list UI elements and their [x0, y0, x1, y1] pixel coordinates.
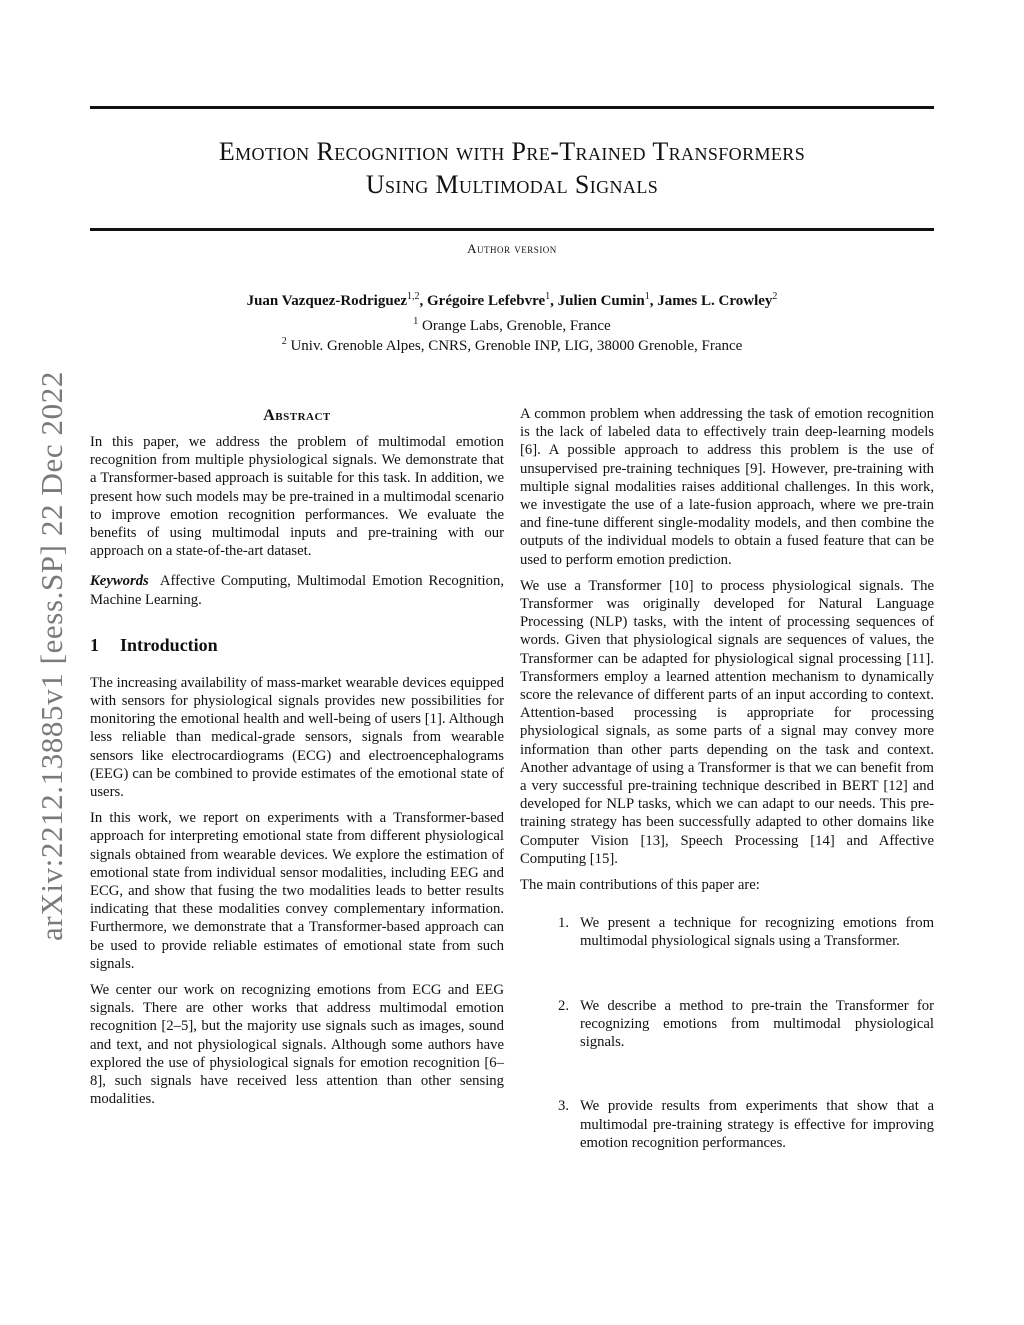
intro-paragraph: The increasing availability of mass-market wearable devices equipped with sensors for physiological signals provides new possibilities for monitoring the emotional health and well-being of users [1]. Although less reliable than medical-grade sensors, signals from wearable sensors like electrocardiograms (ECG) and electroencephalograms (EEG) can be combined to provide estimates of the emotional state of users.	[90, 674, 504, 801]
author-affil-mark: 1,2	[407, 291, 420, 302]
author-version-label: Author version	[467, 241, 557, 256]
intro-paragraph: We use a Transformer [10] to process physiological signals. The Transformer was originally developed for Natural Language Processing (NLP) tasks, with the intent of processing sequences of words. Given that physiological signals are sequences of values, the Transformer can be adapted for physiological signal processing [11]. Transformers employ a learned attention mechanism to dynamically score the relevance of different parts of an input according to context. Attention-based processing is appropriate for processing physiological signals, as some parts of a signal may convey more information than other parts depending on the task and context. Another advantage of using a Transformer is that we can benefit from a very successful pre-training technique described in BERT [12] and developed for NLP tasks, which we can adapt to our needs. This pre-training strategy has been successfully adapted to other domains like Computer Vision [13], Speech Processing [14] and Affective Computing [15].	[520, 577, 934, 867]
section-heading-introduction	[90, 635, 504, 656]
author-name: Juan Vazquez-Rodriguez	[246, 293, 408, 309]
affiliation-text: Orange Labs, Grenoble, France	[422, 318, 611, 334]
contributions-list	[520, 914, 934, 1152]
author-list	[90, 291, 934, 310]
contributions-lead: The main contributions of this paper are:	[520, 877, 760, 894]
list-item-number: 1.	[558, 915, 570, 932]
author-separator: ,	[550, 293, 558, 309]
author-separator: ,	[419, 293, 428, 309]
list-item-number: 3.	[558, 1098, 570, 1115]
intro-paragraph: We center our work on recognizing emotions from ECG and EEG signals. There are other works that address multimodal emotion recognition [2–5], but the majority use signals such as images, sound and text, and not physiological signals. Although some authors have explored the use of physiological signals for emotion recognition [6–8], such signals have received less attention than other sensing modalities.	[90, 982, 504, 1108]
abstract-heading: Abstract	[263, 407, 331, 424]
affiliation-2	[90, 336, 934, 355]
paper-title	[90, 135, 934, 201]
title-line-1: Emotion Recognition with Pre-Trained Transformers	[218, 137, 806, 166]
author-name: Grégoire Lefebvre	[427, 293, 546, 309]
list-item-text: We describe a method to pre-train the Transformer for recognizing emotions from multimodal physiological signals.	[580, 997, 934, 1051]
author-affil-mark: 2	[772, 291, 778, 302]
left-column	[90, 405, 504, 1117]
bottom-rule	[90, 228, 934, 231]
keywords-text: Affective Computing, Multimodal Emotion Recognition, Machine Learning.	[90, 573, 504, 608]
affiliation-text: Univ. Grenoble Alpes, CNRS, Grenoble INP, LIG, 38000 Grenoble, France	[290, 338, 743, 354]
list-item	[558, 997, 934, 1052]
list-item	[558, 1097, 934, 1152]
abstract-text: In this paper, we address the problem of multimodal emotion recognition from multiple physiological signals. We demonstrate that a Transformer-based approach is suitable for this task. In addition, we present how such models may be pre-trained in a multimodal scenario to improve emotion recognition performances. We evaluate the benefits of using multimodal inputs and pre-training with our approach on a state-of-the-art dataset.	[90, 434, 504, 560]
author-separator: ,	[649, 293, 658, 309]
title-line-2: Using Multimodal Signals	[365, 170, 659, 199]
author-name: Julien Cumin	[557, 293, 645, 309]
list-item-text: We provide results from experiments that show that a multimodal pre-training strategy is effective for improving emotion recognition performances.	[580, 1098, 934, 1151]
section-number: 1	[90, 634, 99, 655]
list-item-text: We present a technique for recognizing emotions from multimodal physiological signals using a Transformer.	[580, 915, 934, 950]
affiliation-1	[90, 316, 934, 335]
section-title: Introduction	[120, 634, 218, 655]
list-item	[558, 914, 934, 950]
top-rule	[90, 106, 934, 109]
author-affil-mark: 1	[545, 291, 551, 302]
arxiv-stamp: arXiv:2212.13885v1 [eess.SP] 22 Dec 2022	[34, 371, 69, 941]
keywords	[90, 572, 504, 608]
intro-paragraph: In this work, we report on experiments with a Transformer-based approach for interpreting emotional state from different physiological signals obtained from wearable devices. We explore the estimation of emotional state from individual sensor modalities, including EEG and ECG, and show that fusing the two modalities leads to better results indicating that these modalities convey complementary information. Furthermore, we demonstrate that a Transformer-based approach can be used to provide reliable estimates of emotional state from such signals.	[90, 810, 504, 972]
author-affil-mark: 1	[644, 291, 650, 302]
keywords-label: Keywords	[90, 573, 149, 590]
affiliation-mark: 2	[281, 336, 287, 347]
right-column	[520, 405, 934, 1198]
list-item-number: 2.	[558, 997, 570, 1014]
intro-paragraph: A common problem when addressing the task of emotion recognition is the lack of labeled data to effectively train deep-learning models [6]. A possible approach to address this problem is the use of unsupervised pre-training techniques [9]. However, pre-training with multiple signal modalities raises additional challenges. In this work, we investigate the use of a late-fusion approach, where we pre-train and fine-tune different single-modality models, and then combine the outputs of the individual models to obtain a fused feature that can be used to perform emotion prediction.	[520, 406, 934, 568]
affiliation-mark: 1	[413, 316, 419, 327]
author-name: James L. Crowley	[657, 293, 773, 309]
